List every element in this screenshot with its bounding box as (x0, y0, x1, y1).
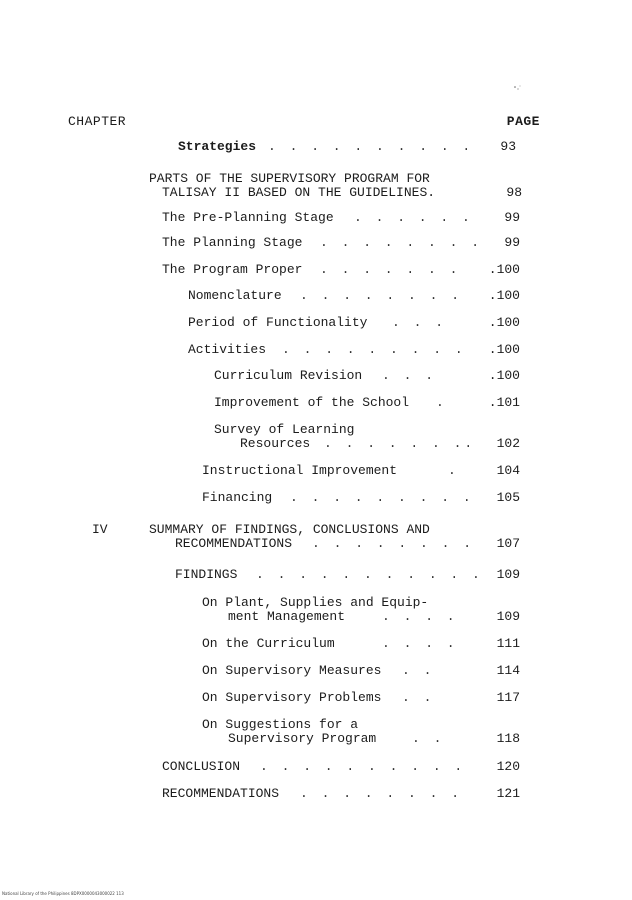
entry-leader: . . . . . . . . . (290, 490, 474, 505)
entry-title: Financing (202, 490, 273, 505)
entry-title: Supervisory Program (228, 731, 377, 746)
entry-title: Resources (240, 436, 311, 451)
entry-title: Instructional Improvement (202, 463, 398, 478)
entry-title: On the Curriculum (202, 636, 335, 651)
entry-page: 107 (496, 536, 520, 551)
entry-title: Nomenclature (188, 288, 282, 303)
entry-leader: . . (402, 663, 435, 678)
entry-title: The Program Proper (162, 262, 303, 277)
entry-title: The Pre-Planning Stage (162, 210, 334, 225)
entry-title: On Supervisory Measures (202, 663, 382, 678)
entry-leader: . . . (382, 368, 437, 383)
entry-leader: . . . . . . . . . (282, 342, 466, 357)
entry-title: ment Management (228, 609, 346, 624)
entry-leader: . . . . . . . . (320, 235, 483, 250)
entry-page: .100 (488, 342, 520, 357)
entry-leader: . . . . . . . . (300, 786, 463, 801)
chapter-column-label: CHAPTER (68, 114, 127, 129)
entry-page: .101 (488, 395, 520, 410)
entry-page: 111 (496, 636, 520, 651)
entry-leader: . . (402, 690, 435, 705)
entry-leader: . . . . . . . . . . (268, 139, 474, 154)
entry-leader: . (436, 395, 447, 410)
entry-page: 99 (504, 235, 520, 250)
entry-leader: . . . . (382, 609, 458, 624)
entry-leader: . . . . . . . . (300, 288, 463, 303)
entry-leader: . . . . . . . . . . . (256, 567, 483, 582)
entry-leader: . (448, 463, 459, 478)
entry-title: Strategies (178, 139, 257, 154)
page-column-label: PAGE (506, 114, 540, 129)
entry-title: FINDINGS (175, 567, 238, 582)
ink-smudge-icon (512, 84, 522, 92)
entry-title: On Plant, Supplies and Equip- (202, 595, 429, 610)
entry-page: .100 (488, 288, 520, 303)
entry-title: Curriculum Revision (214, 368, 363, 383)
entry-title: Period of Functionality (188, 315, 368, 330)
entry-title: PARTS OF THE SUPERVISORY PROGRAM FOR (149, 171, 430, 186)
entry-page: 117 (496, 690, 520, 705)
entry-page: 105 (496, 490, 520, 505)
scan-footer: National Library of the Philippines 8DPX0000043000022 113 (2, 891, 124, 896)
entry-leader: . . . . . . . . . . (260, 759, 466, 774)
entry-leader: . . . . . . (354, 210, 473, 225)
entry-page: 121 (496, 786, 520, 801)
entry-title: Survey of Learning (214, 422, 355, 437)
entry-page: 99 (504, 210, 520, 225)
entry-title: The Planning Stage (162, 235, 303, 250)
entry-leader: . . . . . . . . (312, 536, 475, 551)
entry-page: 98 (506, 185, 522, 200)
entry-page: .100 (488, 262, 520, 277)
entry-title: On Supervisory Problems (202, 690, 382, 705)
entry-page: 93 (500, 139, 516, 154)
entry-leader: . . . . . . .. (324, 436, 476, 451)
entry-title: Improvement of the School (214, 395, 410, 410)
entry-title: On Suggestions for a (202, 717, 359, 732)
entry-leader: . . . . (382, 636, 458, 651)
entry-title: RECOMMENDATIONS (175, 536, 293, 551)
entry-title: TALISAY II BASED ON THE GUIDELINES. (162, 185, 436, 200)
entry-title: CONCLUSION (162, 759, 241, 774)
entry-title: SUMMARY OF FINDINGS, CONCLUSIONS AND (149, 522, 430, 537)
entry-page: .100 (488, 368, 520, 383)
entry-page: 109 (496, 567, 520, 582)
entry-page: 120 (496, 759, 520, 774)
entry-page: 109 (496, 609, 520, 624)
entry-page: 104 (496, 463, 520, 478)
entry-page: 114 (496, 663, 520, 678)
entry-title: Activities (188, 342, 267, 357)
entry-leader: . . . . . . . (320, 262, 461, 277)
chapter-number: IV (92, 522, 108, 537)
entry-page: .100 (488, 315, 520, 330)
entry-page: 102 (496, 436, 520, 451)
entry-leader: . . . (392, 315, 447, 330)
entry-title: RECOMMENDATIONS (162, 786, 280, 801)
entry-page: 118 (496, 731, 520, 746)
entry-leader: . . (412, 731, 445, 746)
